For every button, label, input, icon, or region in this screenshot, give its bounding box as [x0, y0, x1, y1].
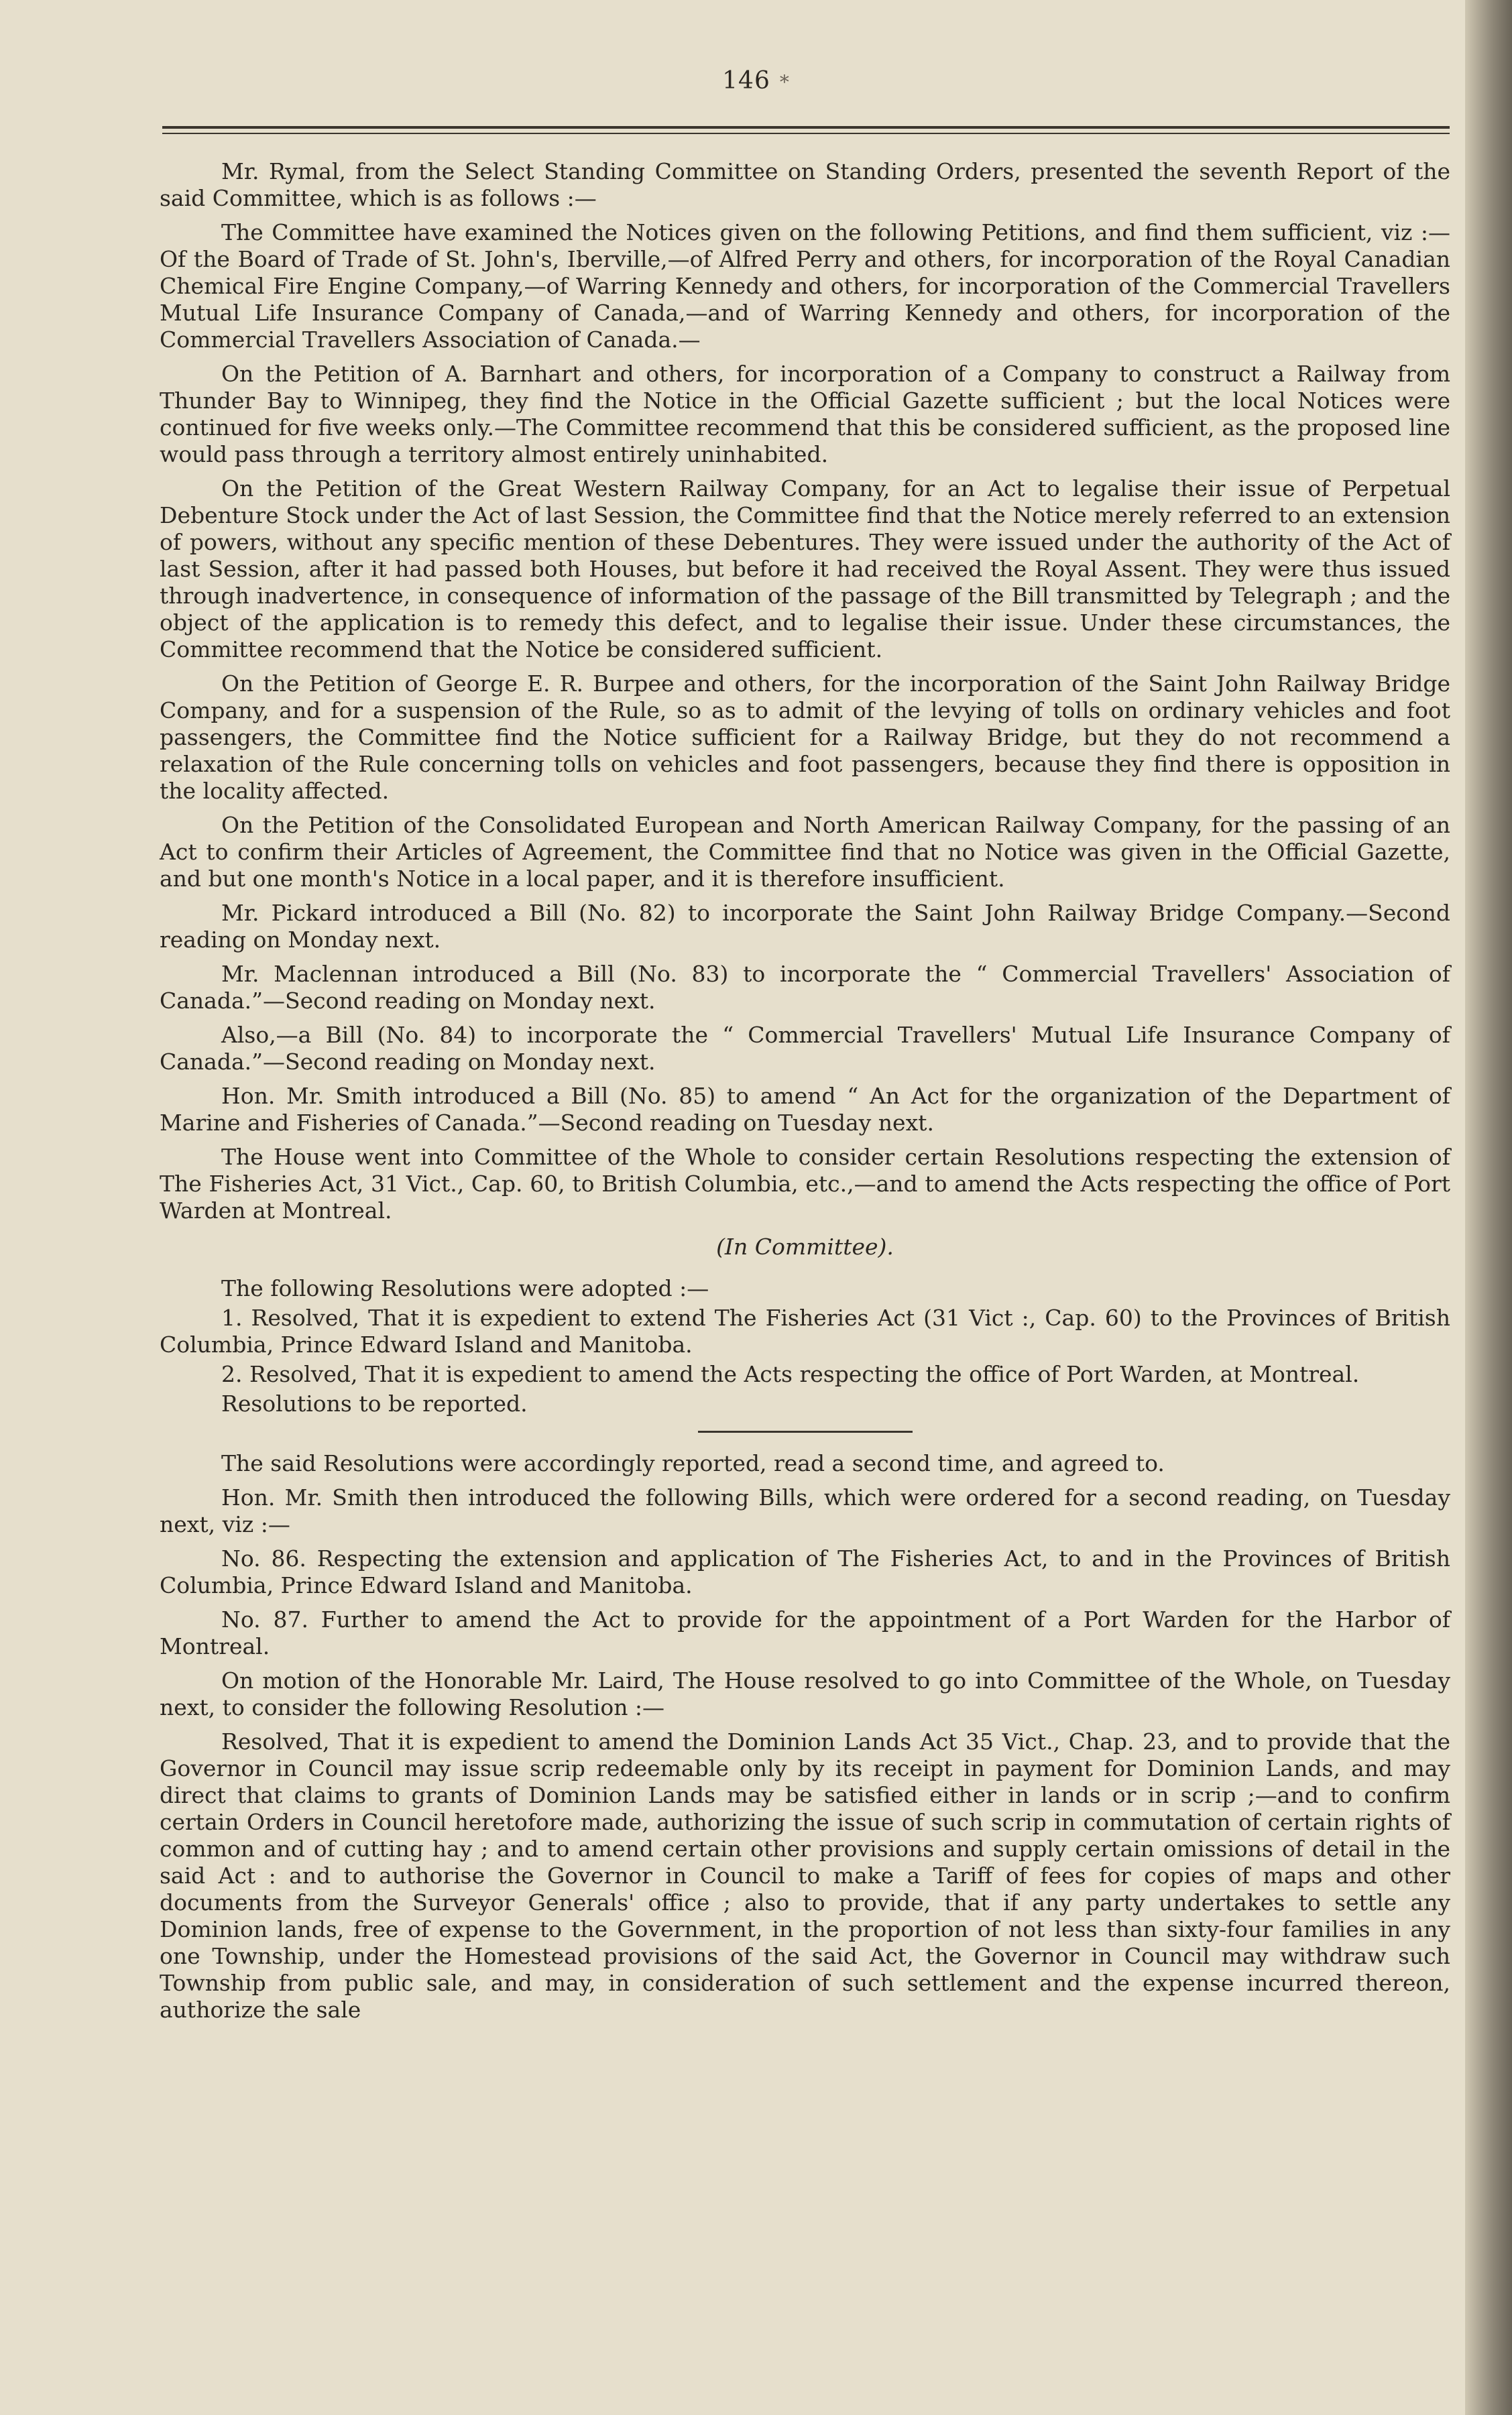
section-separator: [698, 1431, 913, 1433]
paragraph: On motion of the Honorable Mr. Laird, The House resolved to go into Committee of the Whole, on Tuesday next, to consider the following Resolution :—: [160, 1667, 1450, 1720]
paragraph: The Committee have examined the Notices given on the following Petitions, and find them sufficient, viz :— Of the Board of Trade of St. John's, Iberville,—of Alfred Perry and others, for incorporation of the Royal Canadian Chemical Fire Engine Company,—of Warring Kennedy and others, for incorporation of the Commercial Travellers Mutual Life Insurance Company of Canada,—and of Warring Kennedy and others, for incorporation of the Commercial Travellers Association of Canada.—: [160, 219, 1450, 353]
page-mark: *: [779, 71, 790, 93]
paragraph: On the Petition of the Consolidated European and North American Railway Company, for the passing of an Act to confirm their Articles of Agreement, the Committee find that no Notice was given in the Official Gazette, and but one month's Notice in a local paper, and it is therefore insufficient.: [160, 812, 1450, 892]
paragraph: Hon. Mr. Smith then introduced the following Bills, which were ordered for a second reading, on Tuesday next, viz :—: [160, 1484, 1450, 1537]
paragraph: No. 87. Further to amend the Act to provide for the appointment of a Port Warden for the Harbor of Montreal.: [160, 1606, 1450, 1659]
committee-paragraph: Resolutions to be reported.: [221, 1391, 528, 1417]
paragraph: Also,—a Bill (No. 84) to incorporate the “ Commercial Travellers' Mutual Life Insurance Company of Canada.”—Second reading on Monday next.: [160, 1022, 1450, 1075]
paragraph: Hon. Mr. Smith introduced a Bill (No. 85) to amend “ An Act for the organization of the Department of Marine and Fisheries of Canada.”—Second reading on Tuesday next.: [160, 1083, 1450, 1136]
paragraph: The said Resolutions were accordingly reported, read a second time, and agreed to.: [221, 1450, 1165, 1476]
paragraph: Mr. Maclennan introduced a Bill (No. 83) to incorporate the “ Commercial Travellers' Association of Canada.”—Second reading on Monday next.: [160, 961, 1450, 1014]
page-number: [0, 67, 1512, 95]
paragraph: Mr. Pickard introduced a Bill (No. 82) to incorporate the Saint John Railway Bridge Company.—Second reading on Monday next.: [160, 900, 1450, 953]
journal-text: [160, 158, 1450, 2031]
paragraph: On the Petition of A. Barnhart and others, for incorporation of a Company to construct a Railway from Thunder Bay to Winnipeg, they find the Notice in the Official Gazette sufficient ; but the local Notices were continued for five weeks only.—The Committee recommend that this be considered sufficient, as the proposed line would pass through a territory almost entirely uninhabited.: [160, 361, 1450, 467]
paragraph: On the Petition of George E. R. Burpee and others, for the incorporation of the Saint John Railway Bridge Company, and for a suspension of the Rule, so as to admit of the levying of tolls on ordinary vehicles and foot passengers, the Committee find the Notice sufficient for a Railway Bridge, but they do not recommend a relaxation of the Rule concerning tolls on vehicles and foot passengers, because they find there is opposition in the locality affected.: [160, 670, 1450, 804]
paragraph: Resolved, That it is expedient to amend the Dominion Lands Act 35 Vict., Chap. 23, and to provide that the Governor in Council may issue scrip redeemable only by its receipt in payment for Dominion Lands, and may direct that claims to grants of Dominion Lands may be satisfied either in lands or in scrip ;—and to confirm certain Orders in Council heretofore made, authorizing the issue of such scrip in commutation of certain rights of common and of cutting hay ; and to amend certain other provisions and supply certain omissions of detail in the said Act : and to authorise the Governor in Council to make a Tariff of fees for copies of maps and other documents from the Surveyor Generals' office ; also to provide, that if any party undertakes to settle any Dominion lands, free of expense to the Government, in the proportion of not less than sixty-four families in any one Township, under the Homestead provisions of the said Act, the Governor in Council may withdraw such Township from public sale, and may, in consideration of such settlement and the expense incurred thereon, authorize the sale: [160, 1728, 1450, 2023]
page-edge-shadow: [1465, 0, 1512, 2415]
header-rule: [162, 126, 1450, 129]
paragraph: Mr. Rymal, from the Select Standing Committee on Standing Orders, presented the seventh Report of the said Committee, which is as follows :—: [160, 158, 1450, 211]
committee-paragraph: 2. Resolved, That it is expedient to amend the Acts respecting the office of Port Warden, at Montreal.: [221, 1361, 1360, 1387]
paragraph: The House went into Committee of the Whole to consider certain Resolutions respecting the extension of The Fisheries Act, 31 Vict., Cap. 60, to British Columbia, etc.,—and to amend the Acts respecting the office of Port Warden at Montreal.: [160, 1144, 1450, 1224]
committee-paragraph: The following Resolutions were adopted :—: [221, 1275, 709, 1301]
paragraph: No. 86. Respecting the extension and application of The Fisheries Act, to and in the Provinces of British Columbia, Prince Edward Island and Manitoba.: [160, 1545, 1450, 1598]
committee-heading: (In Committee).: [716, 1234, 894, 1260]
committee-paragraph: 1. Resolved, That it is expedient to extend The Fisheries Act (31 Vict :, Cap. 60) to the Provinces of British Columbia, Prince Edward Island and Manitoba.: [160, 1305, 1450, 1358]
page-number-value: 146: [722, 67, 770, 95]
paragraph: On the Petition of the Great Western Railway Company, for an Act to legalise their issue of Perpetual Debenture Stock under the Act of last Session, the Committee find that the Notice merely referred to an extension of powers, without any specific mention of these Debentures. They were issued under the authority of the Act of last Session, after it had passed both Houses, but before it had received the Royal Assent. They were thus issued through inadvertence, in consequence of information of the passage of the Bill transmitted by Telegraph ; and the object of the application is to remedy this defect, and to legalise their issue. Under these circumstances, the Committee recommend that the Notice be considered sufficient.: [160, 475, 1450, 662]
header-rule-thin: [162, 133, 1450, 134]
